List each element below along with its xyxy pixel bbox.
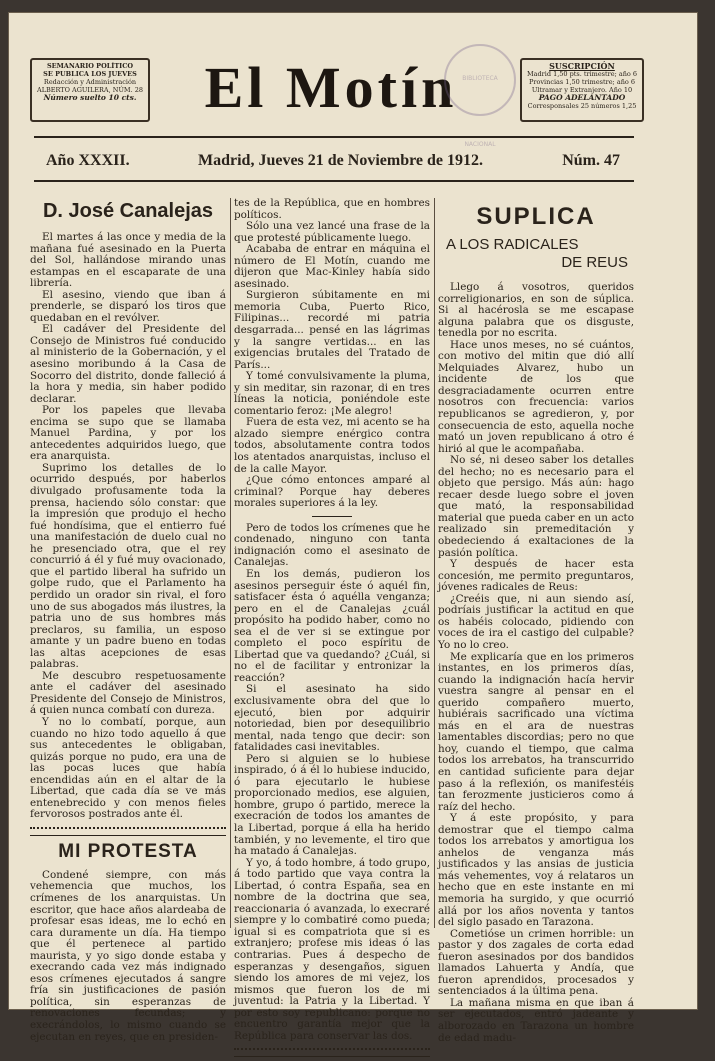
article-title-protesta: MI PROTESTA bbox=[58, 840, 198, 862]
paragraph: Fuera de esta vez, mi acento se ha alzado siempre enérgico contra todos, absolutamente contra todos los atentados anarquistas, incluso el de la calle Mayor. bbox=[234, 416, 430, 475]
subscription-line: Ultramar y Extranjero. Año 10 bbox=[531, 86, 633, 94]
header-rule-top bbox=[34, 136, 634, 138]
paragraph: Y á este propósito, y para demostrar que el tiempo calma todos los arrebatos y amortigua los anhelos de venganza más justificados y las ansias de justicia más vehementes, voy á relataros un hecho que en este instante en mi memoria ha surgido, y que ocurrió allá por los años noventa y tantos del siglo pasado en Tarazona. bbox=[438, 812, 634, 929]
subscription-box bbox=[520, 58, 644, 122]
column-divider bbox=[230, 198, 231, 928]
publication-info-box bbox=[30, 58, 150, 122]
article-subtitle: A LOS RADICALES bbox=[446, 236, 579, 253]
paragraph: En los demás, pudieron los asesinos perseguir éste ó aquél fin, satisfacer ésta ó aquélla venganza; pero en el de Canalejas ¿cuál propósito ha podido haber, como no sea el de ver si se extingue por completo el poco espíritu de Libertad que va quedando? ¿Cuál, si no el de facilitar y entronizar la reacción? bbox=[234, 567, 430, 684]
masthead-title: El Motín bbox=[204, 55, 458, 120]
stamp-text: BIBLIOTECA NACIONAL bbox=[462, 75, 498, 148]
date-label: Madrid, Jueves 21 de Noviembre de 1912. bbox=[198, 152, 484, 169]
paragraph: El martes á las once y media de la mañana fué asesinado en la Puerta del Sol, hallándose mirando unas estampas en el escaparate de una librería. bbox=[30, 231, 226, 290]
paragraph: Acababa de entrar en máquina el número de El Motín, cuando me dijeron que Mac-Kinley había sido asesinado. bbox=[234, 243, 430, 290]
header-rule-bottom bbox=[34, 180, 634, 182]
paragraph: Por los papeles que llevaba encima se supo que se llamaba Manuel Pardina, y por los antecedentes adquiridos luego, que era anarquista. bbox=[30, 404, 226, 463]
paragraph: Me explicaría que en los primeros instantes, en los primeros días, cuando la indignación hacía hervir vuestra sangre al pensar en el querido compañero muerto, hubiérais sacrificado una víctima más en el ara de nuestras lamentables discordias; pero no que hoy, cuando el tiempo, que calma todos los arrebatos, ha transcurrido en cantidad suficiente para dejar paso á la reflexión, os manifestéis tan ferozmente justicieros como á raíz del hecho. bbox=[438, 650, 634, 813]
paragraph: No sé, ni deseo saber los detalles del hecho; no es necesario para el objeto que persigo. Más aún: hago recaer desde luego sobre el joven que mató, la responsabilidad material que pueda caber en un acto realizado sin premeditación y obedeciendo á exaltaciones de la pasión política. bbox=[438, 454, 634, 559]
paragraph: Cometióse un crimen horrible: un pastor y dos zagales de corta edad fueron asesinados por dos bandidos llamados Lahuerta y Andía, que fueron aprendidos, procesados y sentenciados á la última pena. bbox=[438, 927, 634, 998]
library-stamp bbox=[444, 44, 516, 148]
dateline bbox=[34, 152, 634, 172]
info-line: SE PUBLICA LOS JUEVES bbox=[43, 70, 137, 78]
issue-number: Núm. 47 bbox=[562, 152, 620, 169]
subscription-line: Provincias 1,50 trimestre; año 6 bbox=[528, 78, 635, 86]
paragraph: Condené siempre, con más vehemencia que muchos, los crímenes de los anarquistas. Un escritor, que hace años alardeaba de profesar esas ideas, me lo echó en cara duramente un día. Ha tiempo que él pertenece al partido maurista, y yo sigo donde estaba y execrando cada vez más indignado esos crímenes ejecutados á sangre fría sin justificaciones de pasión política, sin esperanzas de renovaciones fecundas; y execrándolos, lo mismo cuando se ejecutan en reyes, que en presiden- bbox=[30, 868, 226, 1043]
paragraph: Hace unos meses, no sé cuántos, con motivo del mitin que dió allí Melquiades Alvarez, hubo un incidente de los que desgraciadamente ocurren entre nosotros con frecuencia: varios republicanos se agredieron, y, por consecuencia de esto, aquella noche mató un joven republicano á otro é hirió al que le acompañaba. bbox=[438, 338, 634, 455]
article-title-suplica: SUPLICA bbox=[476, 203, 596, 230]
paragraph: La mañana misma en que iban á ser ejecutados, entró jadeante y alborozado en Tarazona un hombre de edad madu- bbox=[438, 996, 634, 1044]
price-line: Número suelto 10 cts. bbox=[43, 93, 137, 102]
paragraph: Llego á vosotros, queridos correligionarios, en son de súplica. Si al hacérosla se me escapase alguna palabra que os disguste, tenedla por no escrita. bbox=[438, 281, 634, 340]
info-line: Redacción y Administración bbox=[43, 78, 137, 86]
column-2 bbox=[234, 198, 430, 1061]
section-rule bbox=[312, 516, 352, 517]
column-1 bbox=[30, 198, 226, 1043]
paragraph: Pero si alguien se lo hubiese inspirado, ó á él lo hubiese inducido, ó para ejecutarlo le hubiese proporcionado medios, ese alguien, hombre, grupo ó partido, merece la execración de todos los amantes de la Libertad, porque á ella ha herido también, y no levemente, el tiro que ha matado á Canalejas. bbox=[234, 752, 430, 858]
paragraph: Sólo una vez lancé una frase de la que protesté públicamente luego. bbox=[234, 220, 430, 244]
paragraph: Surgieron súbitamente en mi memoria Cuba, Puerto Rico, Filipinas... recordé mi patria desgarrada... pensé en las lágrimas y la sangre vertidas... en las exigencias brutales del Tratado de París... bbox=[234, 289, 430, 371]
paragraph: Y después de hacer esta concesión, me permito preguntaros, jóvenes radicales de Reus: bbox=[438, 558, 634, 594]
paragraph: Y no lo combatí, porque, aun cuando no hizo todo aquello á que sus antecedentes le obligaban, quizás porque no pudo, era una de las pocas luces que había encendidas aún en el altar de la Libertad, que cada día se ve más entenebrecido y con menos fieles fervorosos postrados ante él. bbox=[30, 715, 226, 821]
subscription-line: PAGO ADELANTADO bbox=[538, 93, 626, 102]
info-line: ALBERTO AGUILERA, NÚM. 28 bbox=[37, 86, 143, 94]
newspaper-page bbox=[8, 12, 698, 1044]
year-label: Año XXXII. bbox=[46, 152, 130, 169]
paragraph: El asesino, viendo que iban á prenderle, se disparó los tiros que quedaban en el revólver. bbox=[30, 288, 226, 324]
section-divider bbox=[30, 827, 226, 836]
paragraph: Y yo, á todo hombre, á todo grupo, á todo partido que vaya contra la Libertad, ó contra España, sea en nombre de la doctrina que sea, reaccionaria ó avanzada, lo execraré siempre y lo combatiré como pueda; igual si es compatriota que si es extranjero; profese mis ideas ó las contrarias. Pues á despecho de esperanzas y desengaños, siguen siendo los amores de mi vejez, los mismos que fueron los de mi juventud: la Patria y la Libertad. Y por esto soy republicano: porque no encuentro garantía mejor que la República para conservar las dos. bbox=[234, 856, 430, 1042]
article-title-canalejas: D. José Canalejas bbox=[42, 200, 214, 222]
article-subtitle: DE REUS bbox=[561, 254, 628, 271]
section-divider bbox=[234, 1048, 430, 1057]
subscription-title: SUSCRIPCIÓN bbox=[549, 61, 615, 71]
info-line: SEMANARIO POLÍTICO bbox=[46, 62, 134, 70]
column-divider bbox=[434, 198, 435, 928]
paragraph: tes de la República, que en hombres políticos. bbox=[234, 197, 430, 221]
subscription-line: Madrid 1,50 pts. trimestre; año 6 bbox=[526, 70, 638, 78]
paragraph: Si el asesinato ha sido exclusivamente obra del que lo ejecutó, bien por adquirir notoriedad, bien por desequilibrio mental, nada tengo que decir: son fatalidades casi inevitables. bbox=[234, 683, 430, 754]
paragraph: Me descubro respetuosamente ante el cadáver del asesinado Presidente del Consejo de Ministros, á quien nunca combatí con dureza. bbox=[30, 669, 226, 717]
subscription-line: Corresponsales 25 números 1,25 bbox=[527, 102, 637, 110]
paragraph: ¿Que cómo entonces amparé al criminal? Porque hay deberes morales superiores á la ley. bbox=[234, 474, 430, 510]
paragraph: Suprimo los detalles de lo ocurrido después, por haberlos divulgado profusamente toda la prensa, haciendo sólo constar: que la impresión que produjo el hecho fué hondísima, que el entierro fué una manifestación de duelo cual no he presenciado otra, que el rey concurrió á él y fué muy ovacionado, que el partido liberal ha sufrido un golpe rudo, que el Parlamento ha perdido un orador sin rival, el foro uno de sus abogados más ilustres, la patria uno de sus hombres más preclaros, su familia, un esposo amante y un padre bueno en todas las altas acepciones de esas palabras. bbox=[30, 461, 226, 671]
paragraph: El cadáver del Presidente del Consejo de Ministros fué conducido al ministerio de la Gobernación, y el asesino moribundo á la Casa de Socorro del distrito, donde falleció á la hora y media, sin haber podido declarar. bbox=[30, 323, 226, 405]
column-3 bbox=[438, 198, 634, 1044]
paragraph: Y tomé convulsivamente la pluma, y sin meditar, sin razonar, di en tres líneas la noticia, poniéndole este comentario feroz: ¡Me alegro! bbox=[234, 370, 430, 417]
paragraph: ¿Creéis que, ni aun siendo así, podríais justificar la actitud en que os habéis colocado, pidiendo con voces de ira el castigo del culpable? Yo no lo creo. bbox=[438, 592, 634, 651]
paragraph: Pero de todos los crímenes que he condenado, ninguno con tanta indignación como el asesinato de Canalejas. bbox=[234, 521, 430, 569]
